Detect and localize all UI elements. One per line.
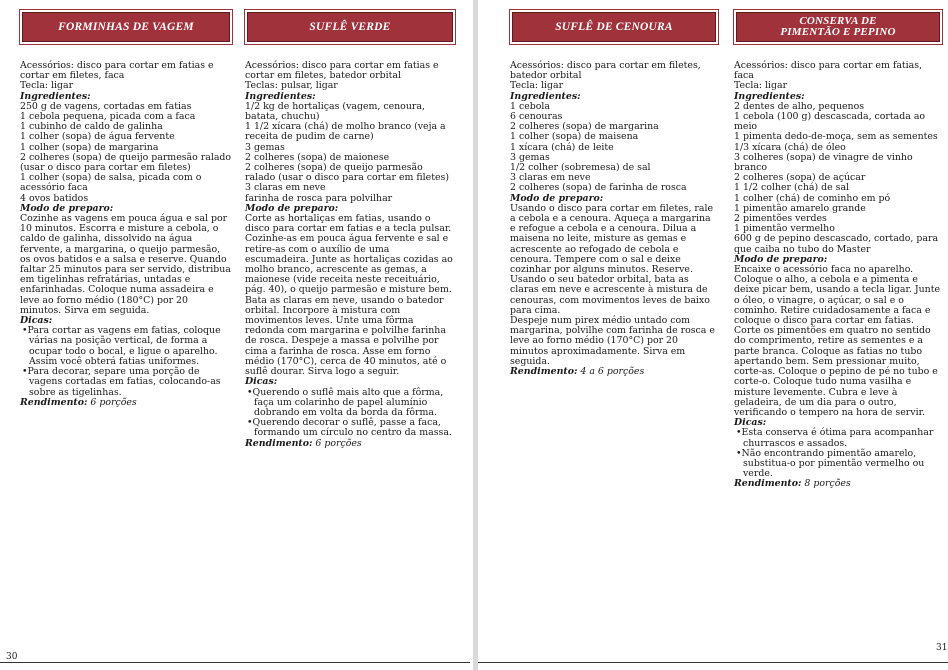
- recipe-body: [20, 61, 232, 408]
- recipe-sufle-verde: [245, 10, 455, 449]
- ingredient-item: 3 gemas: [245, 141, 285, 153]
- ingredient-item: 1 pimenta dedo-de-moça, sem as sementes: [734, 131, 938, 143]
- tip-item: • Esta conserva é ótima para acompanhar churrascos e assados.: [734, 428, 942, 448]
- accessories-text: Acessórios: disco para cortar em fatias e cortar em filetes, faca: [20, 60, 214, 82]
- recipe-title-banner: [736, 12, 940, 42]
- ingredient-item: 2 colheres (sopa) de farinha de rosca: [510, 182, 687, 194]
- ingredient-item: 1 colher (chá) de cominho em pó: [734, 192, 891, 204]
- ingredient-item: 3 colheres (sopa) de vinagre de vinho branco: [734, 151, 913, 174]
- right-page: [478, 0, 948, 670]
- ingredient-item: 2 colheres (sopa) de maionese: [245, 151, 390, 163]
- ingredient-item: 1/3 xícara (chá) de óleo: [734, 141, 846, 153]
- ingredient-item: 1/2 colher (sobremesa) de sal: [510, 162, 651, 174]
- ingredients-heading: Ingredientes:: [510, 90, 581, 102]
- recipe-body: [510, 61, 718, 377]
- recipe-title-banner: [247, 12, 453, 42]
- yield-value: 6 porções: [315, 437, 362, 449]
- method-paragraph: Cozinhe as vagens em pouca água e sal por 10 minutos. Escorra e misture a cebola, o caldo de galinha, dissolvido na água fervente, a margarina, o queijo parmesão, os ovos batidos e a salsa e reserve. Quando faltar 25 minutos para ser servido, distribua em tigelinhas refratárias, untadas e enfarinhadas. Coloque numa assadeira e leve ao forno médio (180°C) por 20 minutos. Sirva em seguida.: [20, 213, 231, 316]
- yield-label: Rendimento:: [510, 366, 578, 378]
- page-bottom-rule: [0, 662, 470, 663]
- accessories-text: Acessórios: disco para cortar em fatias e cortar em filetes, batedor orbital: [245, 60, 439, 82]
- ingredient-item: 1 colher (sopa) de maisena: [510, 131, 639, 143]
- method-paragraph: Usando o disco para cortar em filetes, rale a cebola e a cenoura. Aqueça a margarina e refogue a cebola e a cenoura. Dilua a maisena no leite, misture as gemas e acrescente ao refogado de cebola e cenoura. Tempere com o sal e deixe cozinhar por alguns minutos. Reserve.: [510, 202, 714, 276]
- tip-item: • Não encontrando pimentão amarelo, substitua-o por pimentão vermelho ou verde.: [734, 449, 942, 480]
- tips-heading: Dicas:: [20, 315, 53, 327]
- method-paragraph: Despeje num pirex médio untado com margarina, polvilhe com farinha de rosca e leve ao forno médio (170°C) por 20 minutos aproximadamente. Sirva em seguida.: [510, 315, 715, 367]
- ingredient-item: 600 g de pepino descascado, cortado, para que caiba no tubo do Master: [734, 233, 939, 255]
- ingredient-item: 1 colher (sopa) de salsa, picada com o acessório faca: [20, 172, 202, 194]
- method-heading: Modo de preparo:: [734, 253, 828, 265]
- ingredient-item: 1 cebola pequena, picada com a faca: [20, 111, 196, 123]
- page-bottom-rule: [478, 662, 948, 663]
- recipe-title-banner: [22, 12, 230, 42]
- yield-line: [510, 367, 718, 377]
- yield-line: [734, 479, 942, 489]
- key-text: Tecla: ligar: [510, 80, 564, 92]
- tips-heading: Dicas:: [734, 417, 767, 429]
- ingredient-item: 2 colheres (sopa) de queijo parmesão ralado (usar o disco para cortar em filetes): [245, 162, 449, 184]
- accessories-text: Acessórios: disco para cortar em fatias, faca: [734, 60, 923, 82]
- accessories-text: Acessórios: disco para cortar em filetes, batedor orbital: [510, 60, 701, 82]
- tips-list: [245, 388, 455, 439]
- tips-list: [734, 428, 942, 479]
- page-number: 31: [936, 643, 948, 653]
- ingredient-item: 1 cebola: [510, 100, 550, 112]
- recipe-title: FORMINHAS DE VAGEM: [58, 20, 194, 33]
- tip-item: • Querendo decorar o suflê, passe a faca, formando um círculo no centro da massa.: [245, 418, 455, 438]
- ingredient-item: 250 g de vagens, cortadas em fatias: [20, 100, 192, 112]
- ingredient-item: 1/2 kg de hortaliças (vagem, cenoura, batata, chuchu): [245, 100, 425, 123]
- ingredient-item: 3 claras em neve: [245, 182, 326, 194]
- ingredient-item: 2 colheres (sopa) de açúcar: [734, 172, 866, 184]
- recipe-forminhas-de-vagem: [20, 10, 232, 408]
- recipe-sufle-de-cenoura: [510, 10, 718, 377]
- recipe-body: [734, 61, 942, 490]
- yield-label: Rendimento:: [734, 478, 802, 490]
- ingredient-item: 1 pimentão vermelho: [734, 223, 835, 235]
- ingredient-item: 1 colher (sopa) de água fervente: [20, 131, 175, 143]
- yield-label: Rendimento:: [20, 396, 88, 408]
- key-text: Tecla: ligar: [20, 80, 74, 92]
- recipe-title: SUFLÊ VERDE: [309, 20, 391, 33]
- method-heading: Modo de preparo:: [245, 202, 339, 214]
- recipe-conserva-de-pimentao-e-pepino: [734, 10, 942, 490]
- recipe-title-line-2: PIMENTÃO E PEPINO: [780, 26, 896, 38]
- key-text: Teclas: pulsar, ligar: [245, 80, 338, 92]
- method-paragraph: Encaixe o acessório faca no aparelho. Coloque o alho, a cebola e a pimenta e deixe picar bem, usando a tecla ligar. Junte o óleo, o vinagre, o açúcar, o sal e o cominho. Retire cuidadosamente a faca e coloque o disco para cortar em fatias. Corte os pimentões em quatro no sentido do comprimento, retire as sementes e a parte branca. Coloque as fatias no tubo apertando bem. Sem pressionar muito, corte-as. Coloque o pepino de pé no tubo e corte-o. Coloque tudo numa vasilha e misture levemente. Cubra e leve à geladeira, de um dia para o outro, verificando o tempero na hora de servir.: [734, 264, 941, 418]
- method-paragraph: Usando o seu batedor orbital, bata as claras em neve e acrescente à mistura de cenouras, com movimentos leves de baixo para cima.: [510, 274, 710, 316]
- method-heading: Modo de preparo:: [510, 192, 604, 204]
- recipe-body: [245, 61, 455, 449]
- ingredient-item: 1 colher (sopa) de margarina: [20, 141, 159, 153]
- ingredients-heading: Ingredientes:: [20, 90, 91, 102]
- page-number: 30: [6, 652, 18, 662]
- ingredient-item: farinha de rosca para polvilhar: [245, 192, 393, 204]
- key-text: Tecla: ligar: [734, 80, 788, 92]
- ingredient-item: 2 colheres (sopa) de queijo parmesão ralado (usar o disco para cortar em filetes): [20, 151, 232, 174]
- yield-value: 8 porções: [804, 478, 851, 490]
- ingredient-item: 1 cubinho de caldo de galinha: [20, 121, 163, 133]
- ingredient-item: 4 ovos batidos: [20, 192, 89, 204]
- ingredient-item: 1 pimentão amarelo grande: [734, 202, 866, 214]
- yield-line: [20, 398, 232, 408]
- ingredient-item: 2 dentes de alho, pequenos: [734, 100, 865, 112]
- ingredients-heading: Ingredientes:: [734, 90, 805, 102]
- tip-item: • Para cortar as vagens em fatias, coloque várias na posição vertical, de forma a ocupar todo o bocal, e ligue o aparelho. Assim você obterá fatias uniformes.: [20, 326, 232, 367]
- method-paragraph: Corte as hortaliças em fatias, usando o disco para cortar em fatias e a tecla pulsar. Cozinhe-as em pouca água fervente e sal e retire-as com o auxílio de uma escumadeira. Junte as hortaliças cozidas ao molho branco, acrescente as gemas, a maionese (vide receita neste receituário, pág. 40), o queijo parmesão e misture bem. Bata as claras em neve, usando o batedor orbital. Incorpore à mistura com movimentos leves. Unte uma fôrma redonda com margarina e polvilhe farinha de rosca. Despeje a massa e polvilhe por cima a farinha de rosca. Asse em forno médio (170°C), cerca de 40 minutos, até o suflê dourar. Sirva logo a seguir.: [245, 213, 453, 378]
- ingredient-item: 1 cebola (100 g) descascada, cortada ao meio: [734, 111, 926, 133]
- ingredient-item: 3 claras em neve: [510, 172, 591, 184]
- method-heading: Modo de preparo:: [20, 202, 114, 214]
- tips-list: [20, 326, 232, 397]
- ingredient-item: 1 xícara (chá) de leite: [510, 141, 614, 153]
- recipe-title: SUFLÊ DE CENOURA: [555, 20, 673, 33]
- ingredient-item: 3 gemas: [510, 151, 550, 163]
- recipe-title-line-1: CONSERVA DE: [799, 15, 877, 27]
- recipe-title-banner: [512, 12, 716, 42]
- ingredients-heading: Ingredientes:: [245, 90, 316, 102]
- yield-value: 4 a 6 porções: [580, 366, 645, 378]
- yield-label: Rendimento:: [245, 437, 313, 449]
- ingredient-item: 1 1/2 xícara (chá) de molho branco (veja a receita de pudim de carne): [245, 121, 446, 143]
- tips-heading: Dicas:: [245, 376, 278, 388]
- ingredient-item: 1 1/2 colher (chá) de sal: [734, 182, 850, 194]
- tip-item: • Querendo o suflê mais alto que a fôrma, faça um colarinho de papel alumínio dobrando em volta da borda da fôrma.: [245, 388, 455, 419]
- yield-value: 6 porções: [90, 396, 137, 408]
- yield-line: [245, 439, 455, 449]
- ingredient-item: 2 pimentões verdes: [734, 213, 827, 225]
- tip-item: • Para decorar, separe uma porção de vagens cortadas em fatias, colocando-as sobre as tigelinhas.: [20, 367, 232, 398]
- ingredient-item: 2 colheres (sopa) de margarina: [510, 121, 659, 133]
- ingredient-item: 6 cenouras: [510, 111, 563, 123]
